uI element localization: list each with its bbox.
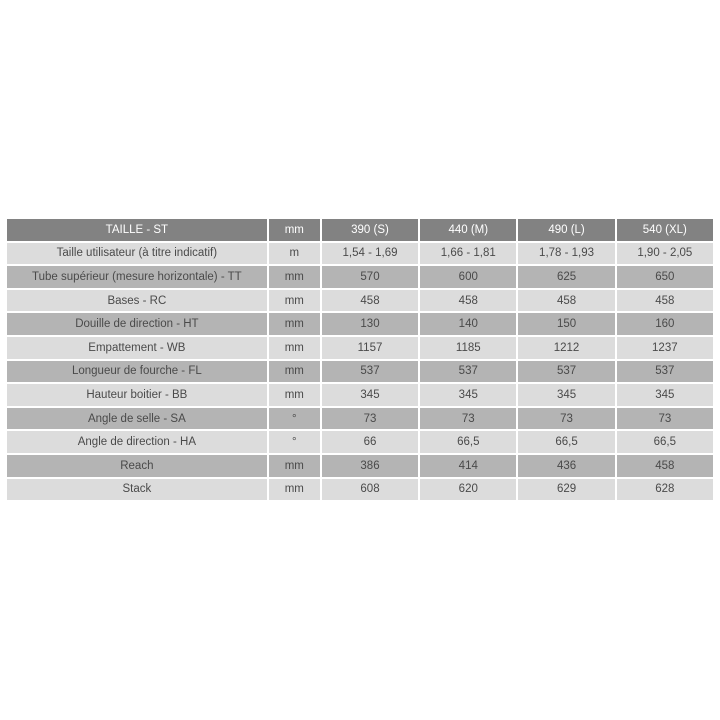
row-unit: ° — [269, 431, 320, 453]
row-label: Empattement - WB — [7, 337, 267, 359]
value-cell-s: 570 — [322, 266, 418, 288]
value-cell-m: 620 — [420, 479, 516, 501]
value-cell-s: 66 — [322, 431, 418, 453]
header-size-xl: 540 (XL) — [617, 219, 713, 241]
value-cell-l: 73 — [518, 408, 614, 430]
value-cell-l: 629 — [518, 479, 614, 501]
value-cell-l: 1,78 - 1,93 — [518, 243, 614, 265]
value-cell-s: 608 — [322, 479, 418, 501]
value-cell-m: 66,5 — [420, 431, 516, 453]
row-unit: mm — [269, 455, 320, 477]
value-cell-s: 458 — [322, 290, 418, 312]
value-cell-l: 537 — [518, 361, 614, 383]
value-cell-xl: 537 — [617, 361, 713, 383]
row-label: Reach — [7, 455, 267, 477]
value-cell-xl: 628 — [617, 479, 713, 501]
value-cell-l: 150 — [518, 313, 614, 335]
value-cell-s: 386 — [322, 455, 418, 477]
value-cell-xl: 458 — [617, 455, 713, 477]
value-cell-xl: 345 — [617, 384, 713, 406]
row-unit: mm — [269, 290, 320, 312]
value-cell-m: 414 — [420, 455, 516, 477]
geometry-table — [5, 217, 715, 502]
row-label: Bases - RC — [7, 290, 267, 312]
row-unit: m — [269, 243, 320, 265]
value-cell-s: 1157 — [322, 337, 418, 359]
row-unit: mm — [269, 479, 320, 501]
row-unit: mm — [269, 266, 320, 288]
value-cell-xl: 458 — [617, 290, 713, 312]
row-label: Longueur de fourche - FL — [7, 361, 267, 383]
row-label: Angle de selle - SA — [7, 408, 267, 430]
table-row — [7, 266, 713, 288]
row-label: Hauteur boitier - BB — [7, 384, 267, 406]
value-cell-xl: 66,5 — [617, 431, 713, 453]
value-cell-l: 66,5 — [518, 431, 614, 453]
row-unit: mm — [269, 384, 320, 406]
value-cell-m: 1185 — [420, 337, 516, 359]
value-cell-s: 537 — [322, 361, 418, 383]
header-size-s: 390 (S) — [322, 219, 418, 241]
row-label: Tube supérieur (mesure horizontale) - TT — [7, 266, 267, 288]
value-cell-l: 1212 — [518, 337, 614, 359]
value-cell-l: 345 — [518, 384, 614, 406]
value-cell-m: 345 — [420, 384, 516, 406]
header-size-m: 440 (M) — [420, 219, 516, 241]
value-cell-xl: 650 — [617, 266, 713, 288]
table-row — [7, 479, 713, 501]
row-label: Douille de direction - HT — [7, 313, 267, 335]
value-cell-m: 1,66 - 1,81 — [420, 243, 516, 265]
value-cell-xl: 1,90 - 2,05 — [617, 243, 713, 265]
header-size-l: 490 (L) — [518, 219, 614, 241]
value-cell-m: 140 — [420, 313, 516, 335]
table-body — [7, 243, 713, 501]
value-cell-s: 73 — [322, 408, 418, 430]
value-cell-l: 436 — [518, 455, 614, 477]
value-cell-s: 1,54 - 1,69 — [322, 243, 418, 265]
table-row — [7, 431, 713, 453]
table-row — [7, 243, 713, 265]
table-row — [7, 408, 713, 430]
value-cell-m: 600 — [420, 266, 516, 288]
value-cell-xl: 160 — [617, 313, 713, 335]
value-cell-xl: 73 — [617, 408, 713, 430]
row-unit: mm — [269, 361, 320, 383]
row-label: Angle de direction - HA — [7, 431, 267, 453]
header-label-cell: TAILLE - ST — [7, 219, 267, 241]
value-cell-l: 625 — [518, 266, 614, 288]
row-label: Taille utilisateur (à titre indicatif) — [7, 243, 267, 265]
header-unit-cell: mm — [269, 219, 320, 241]
row-label: Stack — [7, 479, 267, 501]
value-cell-m: 537 — [420, 361, 516, 383]
row-unit: ° — [269, 408, 320, 430]
header-row — [7, 219, 713, 241]
row-unit: mm — [269, 337, 320, 359]
value-cell-xl: 1237 — [617, 337, 713, 359]
table-row — [7, 313, 713, 335]
value-cell-m: 73 — [420, 408, 516, 430]
value-cell-s: 345 — [322, 384, 418, 406]
value-cell-s: 130 — [322, 313, 418, 335]
table-row — [7, 384, 713, 406]
table-row — [7, 290, 713, 312]
table-row — [7, 455, 713, 477]
row-unit: mm — [269, 313, 320, 335]
value-cell-l: 458 — [518, 290, 614, 312]
table-row — [7, 361, 713, 383]
table-row — [7, 337, 713, 359]
value-cell-m: 458 — [420, 290, 516, 312]
